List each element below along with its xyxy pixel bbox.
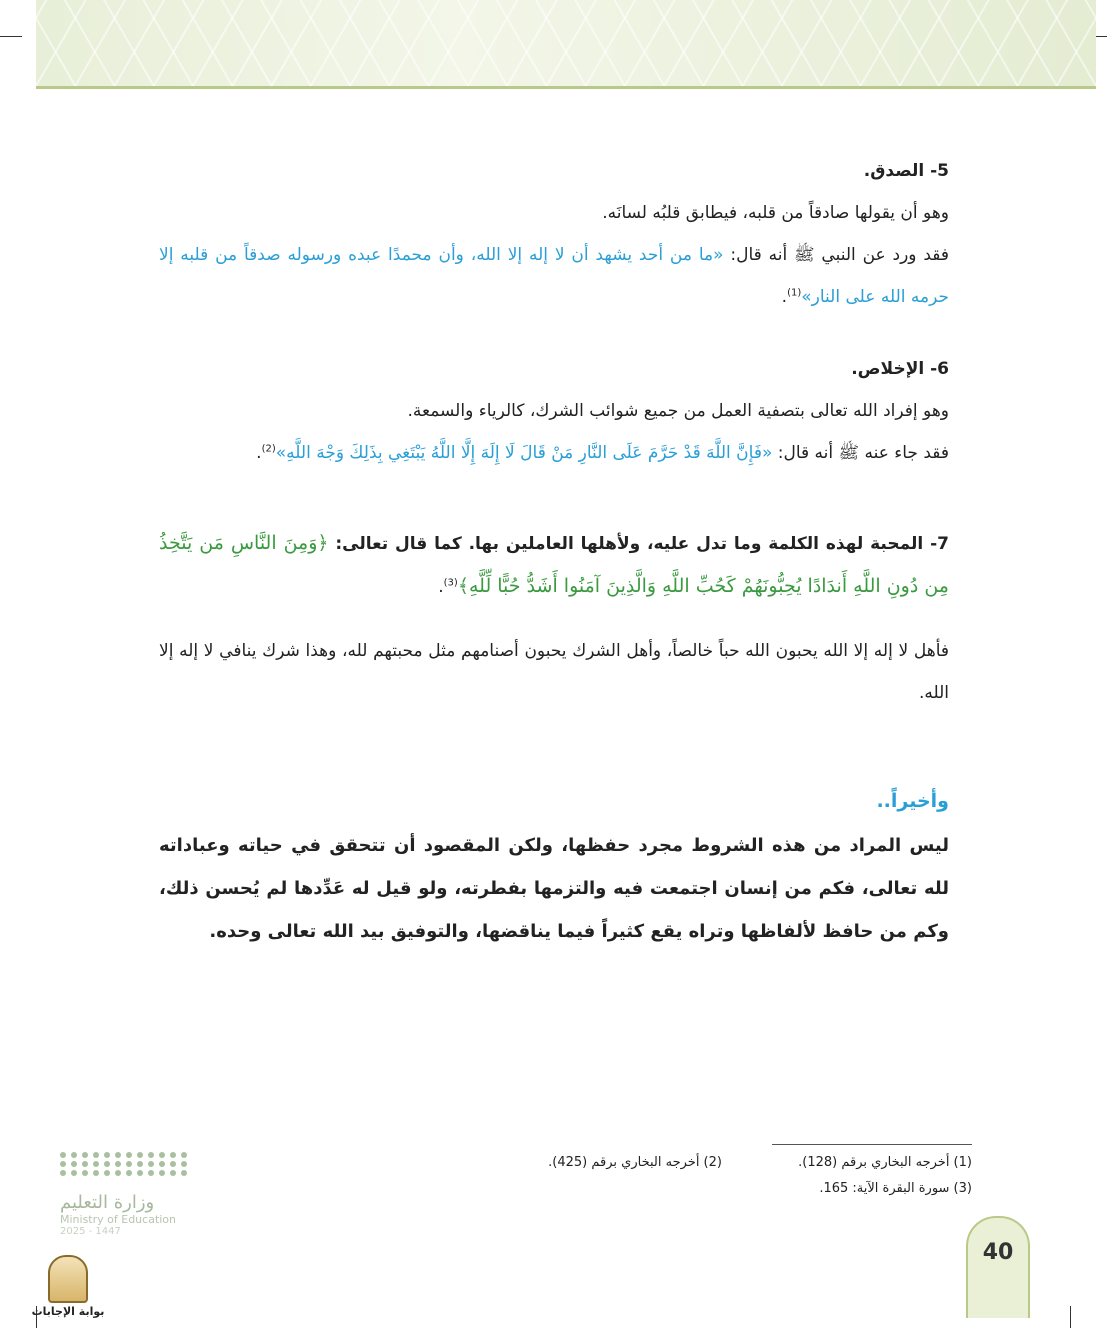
footnote-1: (1) أخرجه البخاري برقم (128). (798, 1155, 972, 1170)
page-number: 40 (982, 1240, 1014, 1265)
crop-mark (1070, 1306, 1071, 1328)
section-5 (159, 150, 949, 318)
section-7: 7- المحبة لهذه الكلمة وما تدل عليه، ولأهلها العاملين بها. كما قال تعالى: ﴿وَمِنَ النَّاسِ مَن يَتَّخِذُ مِن دُونِ اللَّهِ أَندَادًا يُحِبُّونَهُمْ كَحُبِّ اللَّهِ وَالَّذِينَ آمَنُوا أَشَدُّ حُبًّا لِّلَّهِ﴾$^{(3)}$. (159, 532, 949, 597)
footnote-2: (2) أخرجه البخاري برقم (425). (548, 1155, 722, 1170)
logo-arabic: وزارة التعليم (60, 1192, 155, 1213)
section-5-hadith-text: «ما من أحد يشهد أن لا إله إلا الله، وأن محمدًا عبده ورسوله صدقاً من قلبه إلا حرمه الله على النار» (159, 245, 949, 307)
finally-body: ليس المراد من هذه الشروط مجرد حفظها، ولكن المقصود أن تتحقق في حياته وعباداته لله تعالى، فكم من إنسان اجتمعت فيه والتزمها بفطرته، ولو قيل له عَدِّدها لم يُحسن ذلك، وكم من حافظ لألفاظها وتراه يقع كثيراً فيما يناقضها، والتوفيق بيد الله تعالى وحده. (159, 835, 949, 942)
footnote-ref-2: (2) (261, 443, 276, 455)
section-5-intro: فقد ورد عن النبي ﷺ أنه قال: (723, 245, 950, 265)
footnote-3: (3) سورة البقرة الآية: 165. (819, 1181, 972, 1196)
logo-english: Ministry of Education (60, 1213, 177, 1226)
section-5-hadith: فقد ورد عن النبي ﷺ أنه قال: «ما من أحد يشهد أن لا إله إلا الله، وأن محمدًا عبده ورسوله صدقاً من قلبه إلا حرمه الله على النار»$^{(1)}$. (159, 245, 950, 307)
section-5-line: وهو أن يقولها صادقاً من قلبه، فيطابق قلبُه لسانَه. (602, 203, 949, 223)
section-6 (159, 348, 949, 474)
section-6-hadith-text: «فَإِنَّ اللَّهَ قَدْ حَرَّمَ عَلَى النَّارِ مَنْ قَالَ لَا إِلَهَ إِلَّا اللَّهُ يَبْتَغِي بِذَلِكَ وَجْهَ اللَّهِ» (275, 443, 773, 463)
section-7-heading: 7- المحبة لهذه الكلمة وما تدل عليه، ولأهلها العاملين بها. كما قال تعالى: (328, 534, 949, 554)
footnote-ref-1: (1) (787, 287, 802, 299)
explanation-paragraph: فأهل لا إله إلا الله يحبون الله حباً خالصاً، وأهل الشرك يحبون أصنامهم مثل محبتهم لله، وهذا شرك ينافي لا إله إلا الله. (159, 641, 949, 703)
logo-dots-icon (60, 1152, 200, 1176)
header-banner (36, 0, 1096, 88)
crop-mark (0, 36, 22, 37)
site-label: بوابة الإجابات (31, 1305, 105, 1318)
page-number-tab (966, 1216, 1030, 1318)
site-watermark (28, 1255, 108, 1318)
finally-heading: وأخيراً.. (876, 790, 949, 812)
section-5-heading: 5- الصدق. (863, 161, 949, 181)
section-6-intro: فقد جاء عنه ﷺ أنه قال: (772, 443, 949, 463)
site-badge-icon (48, 1255, 88, 1303)
section-6-line: وهو إفراد الله تعالى بتصفية العمل من جميع شوائب الشرك، كالرياء والسمعة. (407, 401, 949, 421)
logo-year: 2025 - 1447 (60, 1226, 121, 1237)
section-6-heading: 6- الإخلاص. (851, 359, 949, 379)
section-7-verse: ﴿وَمِنَ النَّاسِ مَن يَتَّخِذُ مِن دُونِ اللَّهِ أَندَادًا يُحِبُّونَهُمْ كَحُبِّ اللَّهِ وَالَّذِينَ آمَنُوا أَشَدُّ حُبًّا لِّلَّهِ﴾ (159, 532, 949, 597)
footnote-ref-3: (3) (443, 577, 458, 589)
footnote-divider (772, 1144, 972, 1145)
header-divider (36, 86, 1096, 89)
ministry-logo (60, 1152, 200, 1237)
section-6-hadith: فقد جاء عنه ﷺ أنه قال: «فَإِنَّ اللَّهَ قَدْ حَرَّمَ عَلَى النَّارِ مَنْ قَالَ لَا إِلَهَ إِلَّا اللَّهُ يَبْتَغِي بِذَلِكَ وَجْهَ اللَّهِ»$^{(2)}$. (256, 443, 949, 463)
